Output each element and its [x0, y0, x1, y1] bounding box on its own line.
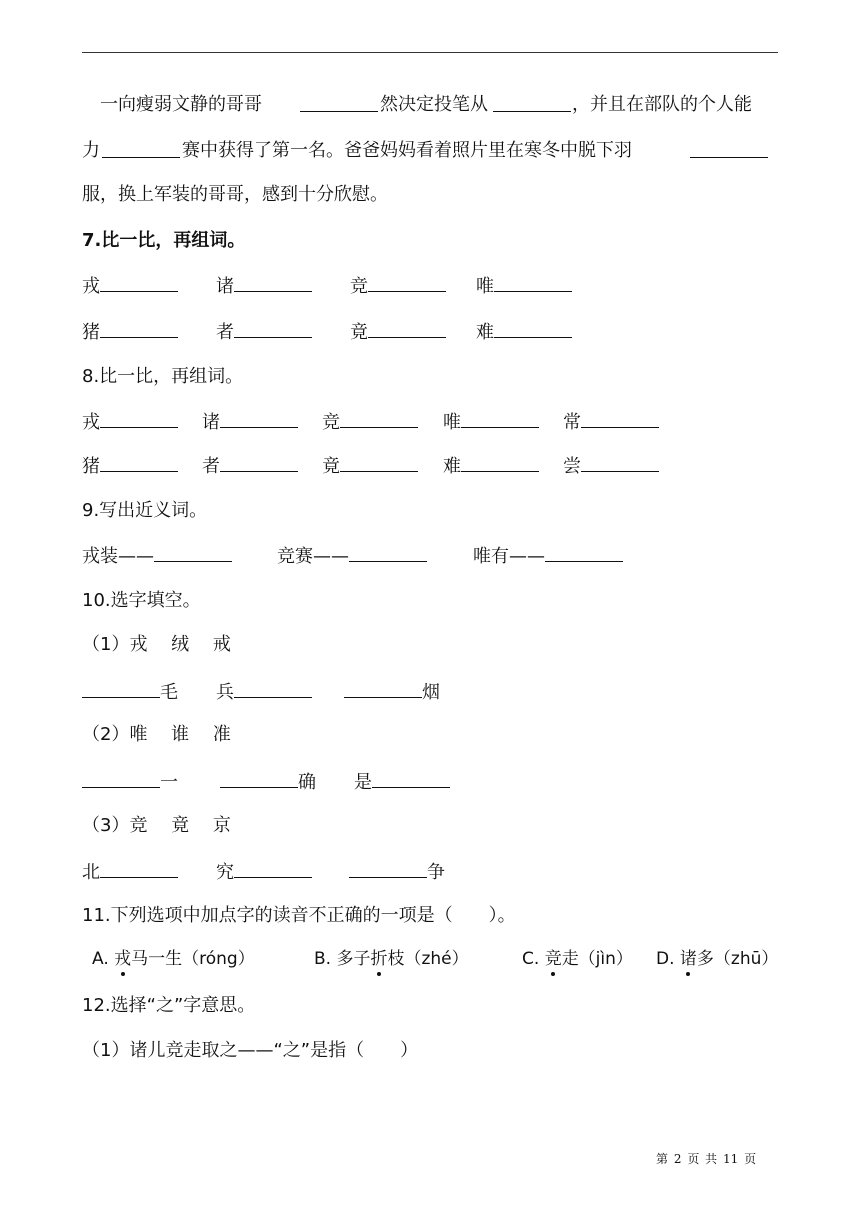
answer-blank[interactable]	[494, 320, 572, 338]
footer-text: 页	[744, 1152, 757, 1166]
footer-text: 第	[656, 1152, 669, 1166]
answer-blank[interactable]	[349, 860, 427, 878]
char: 者	[216, 322, 234, 343]
char: 诸	[216, 276, 234, 297]
answer-blank[interactable]	[344, 680, 422, 698]
char: 一	[160, 772, 178, 793]
answer-blank[interactable]	[461, 410, 539, 428]
answer-blank[interactable]	[581, 454, 659, 472]
answer-blank[interactable]	[234, 860, 312, 878]
answer-blank[interactable]	[545, 544, 623, 562]
char-choices: （2）唯 谁 准	[82, 724, 231, 745]
answer-blank[interactable]	[349, 544, 427, 562]
total-pages: 11	[723, 1152, 739, 1166]
answer-blank[interactable]	[581, 410, 659, 428]
char: 毛	[160, 682, 178, 703]
footer-text: 页	[687, 1152, 700, 1166]
footer-text: 共	[705, 1152, 718, 1166]
question-title: 10.选字填空。	[82, 590, 201, 611]
answer-blank[interactable]	[690, 140, 768, 164]
answer-blank[interactable]	[220, 454, 298, 472]
answer-blank[interactable]	[494, 274, 572, 292]
passage-text: 赛中获得了第一名。爸爸妈妈看着照片里在寒冬中脱下羽	[182, 140, 632, 161]
answer-blank[interactable]	[100, 454, 178, 472]
answer-blank[interactable]	[300, 94, 378, 118]
answer-blank[interactable]	[234, 274, 312, 292]
char: 难	[443, 456, 461, 477]
answer-blank[interactable]	[100, 410, 178, 428]
char: 竟	[350, 322, 368, 343]
emphasis-dot-char: 竞	[544, 949, 562, 969]
char: 者	[202, 456, 220, 477]
option-a[interactable]: A. 戎马一生（róng）	[92, 949, 255, 969]
char: 唯	[443, 412, 461, 433]
answer-blank[interactable]	[461, 454, 539, 472]
char: 尝	[563, 456, 581, 477]
option-b[interactable]: B. 多子折枝（zhé）	[314, 949, 469, 969]
char: 常	[563, 412, 581, 433]
page-footer	[656, 1150, 758, 1167]
char: 北	[82, 862, 100, 883]
answer-blank[interactable]	[368, 274, 446, 292]
question-title: 7.比一比，再组词。	[82, 230, 246, 251]
answer-blank[interactable]	[368, 320, 446, 338]
current-page: 2	[673, 1152, 682, 1166]
question-title: 9.写出近义词。	[82, 500, 208, 521]
passage-text: 服，换上军装的哥哥，感到十分欣慰。	[82, 184, 388, 205]
answer-blank[interactable]	[82, 680, 160, 698]
answer-blank[interactable]	[102, 140, 180, 164]
answer-blank[interactable]	[82, 770, 160, 788]
char-choices: （1）戎 绒 戒	[82, 634, 231, 655]
answer-blank[interactable]	[100, 274, 178, 292]
question-title: 8.比一比，再组词。	[82, 366, 244, 387]
char: 诸	[202, 412, 220, 433]
char: 是	[354, 772, 372, 793]
answer-blank[interactable]	[493, 94, 571, 118]
answer-blank[interactable]	[340, 454, 418, 472]
option-d[interactable]: D. 诸多（zhū）	[656, 949, 779, 969]
emphasis-dot-char: 诸	[679, 949, 697, 969]
answer-blank[interactable]	[100, 320, 178, 338]
sub-question: （1）诸儿竞走取之——“之”是指（ ）	[82, 1040, 419, 1061]
char: 竞	[322, 412, 340, 433]
answer-blank[interactable]	[220, 410, 298, 428]
passage-text: ，并且在部队的个人能	[572, 94, 752, 115]
char-choices: （3）竞 竟 京	[82, 815, 231, 836]
passage-text: 然决定投笔从	[380, 94, 488, 115]
char: 确	[298, 772, 316, 793]
answer-blank[interactable]	[234, 320, 312, 338]
emphasis-dot-char: 戎	[114, 949, 132, 969]
question-title: 12.选择“之”字意思。	[82, 995, 256, 1016]
synonym-word: 竞赛——	[277, 546, 349, 567]
answer-blank[interactable]	[234, 680, 312, 698]
answer-blank[interactable]	[220, 770, 298, 788]
char: 兵	[216, 682, 234, 703]
synonym-word: 唯有——	[473, 546, 545, 567]
answer-blank[interactable]	[154, 544, 232, 562]
char: 竟	[322, 456, 340, 477]
passage-text: 力	[82, 140, 100, 161]
char: 唯	[476, 276, 494, 297]
char: 戎	[82, 412, 100, 433]
char: 猪	[82, 322, 100, 343]
char: 竞	[350, 276, 368, 297]
question-title: 11.下列选项中加点字的读音不正确的一项是（ ）。	[82, 905, 516, 926]
char: 难	[476, 322, 494, 343]
passage-text: 一向瘦弱文静的哥哥	[100, 94, 262, 115]
answer-blank[interactable]	[372, 770, 450, 788]
char: 烟	[422, 682, 440, 703]
option-c[interactable]: C. 竞走（jìn）	[522, 949, 633, 969]
header-rule	[82, 52, 778, 53]
answer-blank[interactable]	[100, 860, 178, 878]
char: 争	[427, 862, 445, 883]
emphasis-dot-char: 折	[370, 949, 388, 969]
char: 究	[216, 862, 234, 883]
synonym-word: 戎装——	[82, 546, 154, 567]
char: 戎	[82, 276, 100, 297]
char: 猪	[82, 456, 100, 477]
answer-blank[interactable]	[340, 410, 418, 428]
